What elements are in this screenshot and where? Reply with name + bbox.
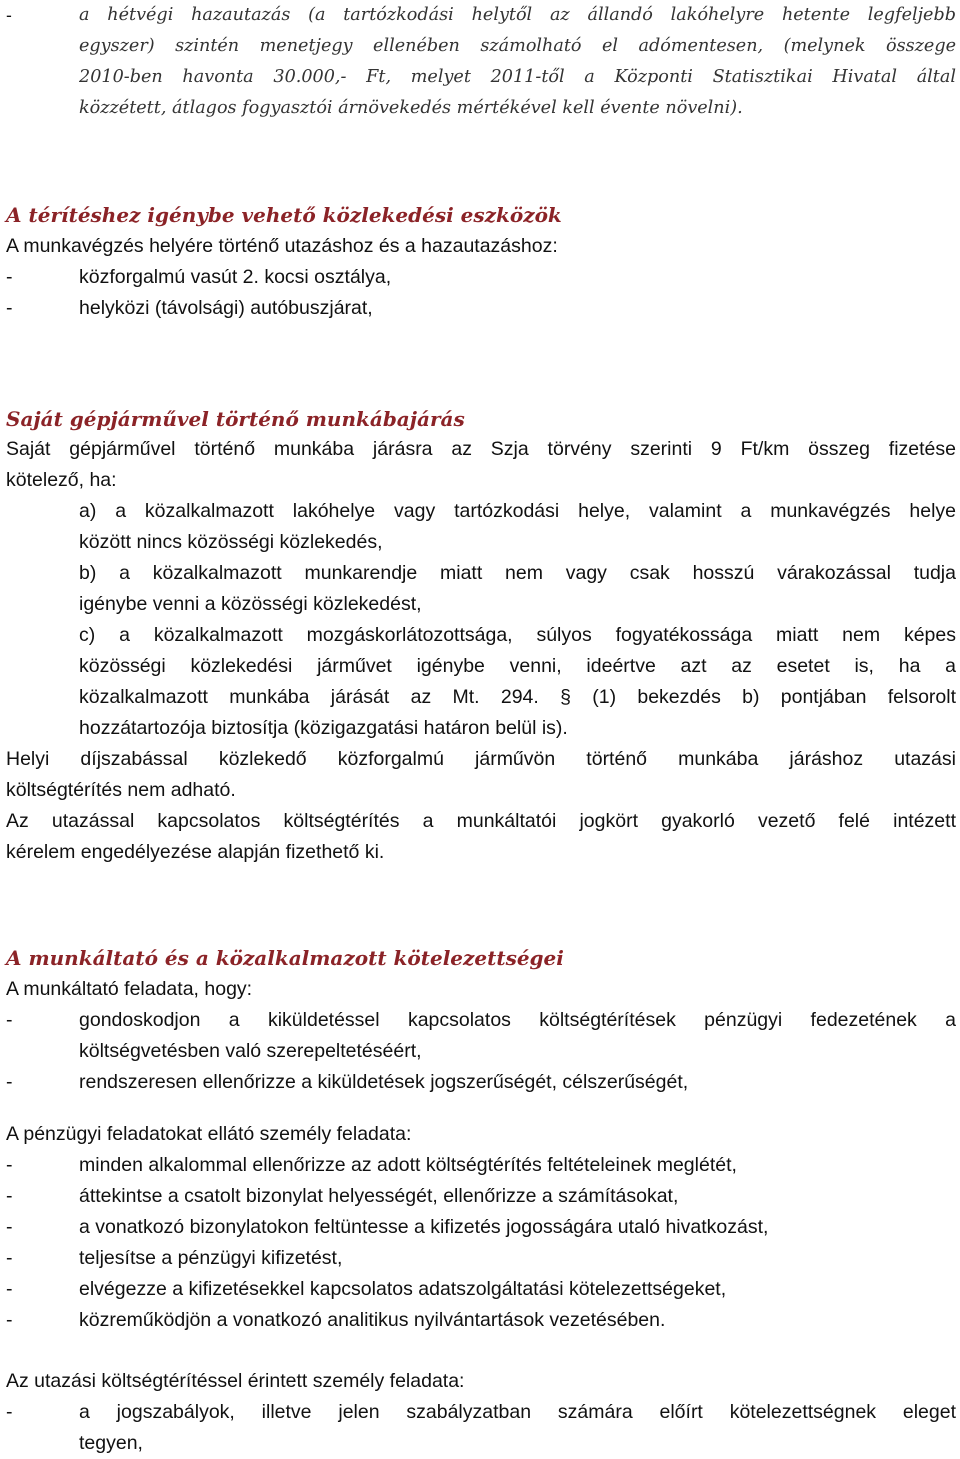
list-dash: - (6, 1216, 13, 1238)
list-dash: - (6, 297, 13, 319)
finance-duties (6, 1119, 956, 1336)
condition-a (6, 496, 956, 527)
own-vehicle-section (6, 434, 956, 868)
condition-text: c) a közalkalmazott mozgáskorlátozottsága, súlyos fogyatékossága miatt nem képes (79, 624, 956, 646)
intro-text-3: 2010-ben havonta 30.000,- Ft, melyet 2011-től a Központi Statisztikai Hivatal által (79, 67, 956, 87)
own-vehicle-heading: Saját gépjárművel történő munkábajárás (6, 407, 465, 431)
list-dash: - (6, 1309, 13, 1331)
condition-c-cont (6, 682, 956, 713)
list-item-text: áttekintse a csatolt bizonylat helyességét, ellenőrizze a számításokat, (79, 1185, 679, 1207)
paragraph-line: Saját gépjárművel történő munkába járásra az Szja törvény szerinti 9 Ft/km összeg fizetése (6, 438, 956, 460)
employer-duties (6, 974, 956, 1098)
condition-text: közösségi közlekedési járművet igénybe venni, ideértve azt az esetet is, ha a (79, 655, 956, 677)
intro-text-4: közzétett, átlagos fogyasztói árnövekedés mértékével kell évente növelni). (79, 98, 743, 118)
intro-line-4 (6, 93, 956, 124)
paragraph-line: Helyi díjszabással közlekedő közforgalmú járművön történő munkába járáshoz utazási (6, 748, 956, 770)
list-item-text: rendszeresen ellenőrizze a kiküldetések jogszerűségét, célszerűségét, (79, 1071, 689, 1093)
transport-lead: A munkavégzés helyére történő utazáshoz és a hazautazáshoz: (6, 235, 558, 257)
condition-c-cont (6, 651, 956, 682)
condition-a-cont (6, 527, 956, 558)
list-item-text: a jogszabályok, illetve jelen szabályzatban számára előírt kötelezettségnek eleget (79, 1401, 956, 1423)
finance-lead: A pénzügyi feladatokat ellátó személy feladata: (6, 1123, 412, 1145)
paragraph-line: kötelező, ha: (6, 469, 117, 491)
list-item (6, 1212, 956, 1243)
list-dash: - (6, 1247, 13, 1269)
list-item (6, 1397, 956, 1428)
traveler-duties (6, 1366, 956, 1459)
intro-paragraph (6, 0, 956, 124)
list-item (6, 293, 956, 324)
condition-text: között nincs közösségi közlekedés, (79, 531, 383, 553)
list-dash: - (6, 1009, 13, 1031)
condition-text: igénybe venni a közösségi közlekedést, (79, 593, 422, 615)
list-item-text: teljesítse a pénzügyi kifizetést, (79, 1247, 343, 1269)
list-item-text: közreműködjön a vonatkozó analitikus nyilvántartások vezetésében. (79, 1309, 666, 1331)
condition-b (6, 558, 956, 589)
list-dash: - (6, 1071, 13, 1093)
list-dash: - (6, 1154, 13, 1176)
paragraph-line: költségtérítés nem adható. (6, 779, 236, 801)
intro-line-1 (6, 0, 956, 31)
list-item-text: a vonatkozó bizonylatokon feltüntesse a kifizetés jogosságára utaló hivatkozást, (79, 1216, 769, 1238)
condition-text: közalkalmazott munkába járását az Mt. 294. § (1) bekezdés b) pontjában felsorolt (79, 686, 956, 708)
list-item (6, 1067, 956, 1098)
intro-text-2: egyszer) szintén menetjegy ellenében számolható el adómentesen, (melynek összege (79, 36, 956, 56)
paragraph-line: Az utazással kapcsolatos költségtérítés a munkáltatói jogkört gyakorló vezető felé intézett (6, 810, 956, 832)
list-item-text: elvégezze a kifizetésekkel kapcsolatos adatszolgáltatási kötelezettségeket, (79, 1278, 727, 1300)
condition-b-cont (6, 589, 956, 620)
condition-text: a) a közalkalmazott lakóhelye vagy tartózkodási helye, valamint a munkavégzés helye (79, 500, 956, 522)
list-dash: - (6, 1185, 13, 1207)
intro-line-2 (6, 31, 956, 62)
list-item (6, 1274, 956, 1305)
list-item-text: tegyen, (79, 1432, 143, 1454)
intro-text-1: a hétvégi hazautazás (a tartózkodási helytől az állandó lakóhelyre hetente legfeljebb (79, 5, 956, 25)
list-dash: - (6, 1278, 13, 1300)
transport-heading: A térítéshez igénybe vehető közlekedési eszközök (6, 203, 562, 227)
list-dash: - (6, 5, 12, 25)
intro-line-3 (6, 62, 956, 93)
condition-c-cont (6, 713, 956, 744)
list-item-cont (6, 1428, 956, 1459)
obligations-heading: A munkáltató és a közalkalmazott kötelezettségei (6, 946, 564, 970)
list-item-text: közforgalmú vasút 2. kocsi osztálya, (79, 266, 392, 288)
list-item (6, 262, 956, 293)
list-item (6, 1181, 956, 1212)
condition-text: hozzátartozója biztosítja (közigazgatási határon belül is). (79, 717, 568, 739)
list-item (6, 1243, 956, 1274)
list-item (6, 1150, 956, 1181)
condition-text: b) a közalkalmazott munkarendje miatt nem vagy csak hosszú várakozással tudja (79, 562, 956, 584)
list-item-text: helyközi (távolsági) autóbuszjárat, (79, 297, 373, 319)
list-item-cont (6, 1036, 956, 1067)
list-item-text: minden alkalommal ellenőrizze az adott költségtérítés feltételeinek meglétét, (79, 1154, 737, 1176)
list-dash: - (6, 1401, 13, 1423)
list-item-text: költségvetésben való szerepeltetéséért, (79, 1040, 422, 1062)
list-item (6, 1305, 956, 1336)
employer-lead: A munkáltató feladata, hogy: (6, 978, 253, 1000)
traveler-lead: Az utazási költségtérítéssel érintett személy feladata: (6, 1370, 465, 1392)
condition-c (6, 620, 956, 651)
list-dash: - (6, 266, 13, 288)
list-item (6, 1005, 956, 1036)
list-item-text: gondoskodjon a kiküldetéssel kapcsolatos költségtérítések pénzügyi fedezetének a (79, 1009, 956, 1031)
paragraph-line: kérelem engedélyezése alapján fizethető ki. (6, 841, 385, 863)
transport-section (6, 231, 956, 324)
